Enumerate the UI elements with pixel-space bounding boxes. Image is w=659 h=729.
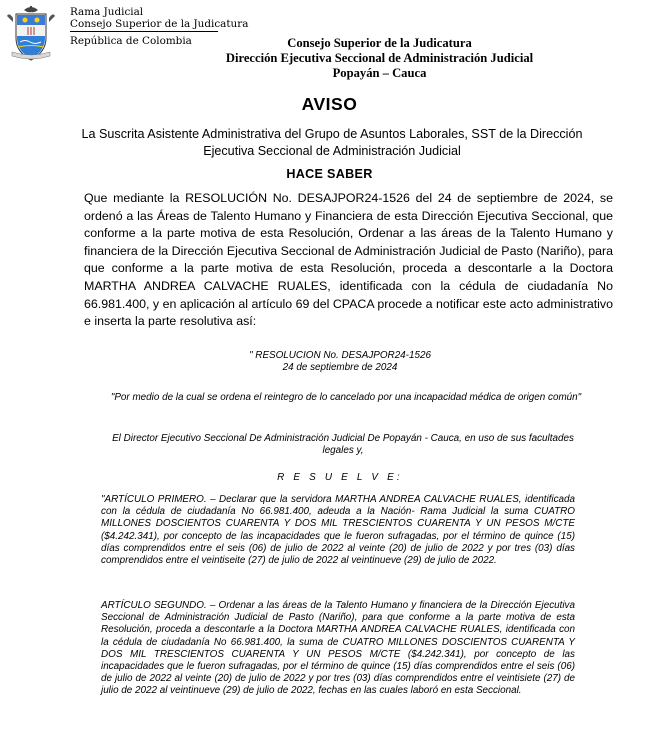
header-title-line-1: Consejo Superior de la Judicatura xyxy=(287,36,472,50)
header-title-block xyxy=(0,36,659,81)
logo-line-consejo: Consejo Superior de la Judicatura xyxy=(70,18,249,30)
header-title-line-3: Popayán – Cauca xyxy=(332,66,427,80)
resolution-number: " RESOLUCION No. DESAJPOR24-1526 xyxy=(249,350,431,361)
hace-saber-heading: HACE SABER xyxy=(286,167,373,181)
notice-intro: La Suscrita Asistente Administrativa del Grupo de Asuntos Laborales, SST de la Dirección Ejecutiva Seccional de Administración Judicial xyxy=(81,127,583,158)
article-first: "ARTÍCULO PRIMERO. – Declarar que la servidora MARTHA ANDREA CALVACHE RUALES, identificada con la cédula de ciudadanía No 66.981.400, adeuda a la Nación- Rama Judicial la suma CUATRO MILLONES DOSCIENTOS CUARENTA Y DOS MIL TRESCIENTOS CUARENTA Y UN PESOS M/CTE ($4.242.341), por concepto de las incapacidades que le fueron sufragadas, por el término de quince (15) días comprendidos entre el seis (06) de julio de 2022 al veinte (20) de julio de 2022 y por tres (03) días comprendidos entre el veintiseite (27) de julio de 2022 al veintinueve (29) de julio de 2022. xyxy=(101,494,575,567)
resolution-date: 24 de septiembre de 2024 xyxy=(282,362,398,374)
resolution-preamble: El Director Ejecutivo Seccional De Administración Judicial De Popayán - Cauca, en uso de sus facultades legales y, xyxy=(112,433,574,457)
document-header xyxy=(0,0,659,100)
logo-divider xyxy=(70,31,218,32)
article-second: ARTÍCULO SEGUNDO. – Ordenar a las áreas de la Talento Humano y financiera de la Dirección Ejecutiva Seccional de Administración Judicial de Pasto (Nariño), para que conforme a la parte motiva de esta Resolución, proceda a descontarle a la Doctora MARTHA ANDREA CALVACHE RUALES, identificada con la cédula de ciudadanía No 66.981.400, la suma de CUATRO MILLONES DOSCIENTOS CUARENTA Y DOS MIL TRESCIENTOS CUARENTA Y UN PESOS M/CTE ($4.242.341), por concepto de las incapacidades que le fueron sufragadas, por el término de quince (15) días comprendidos entre el seis (06) de julio de 2022 al veinte (20) de julio de 2022 y por tres (03) días comprendidos entre el veintisiete (27) de julio de 2022 al veintinueve (29) de julio de 2022, fechas en las cuales laboró en esta Seccional. xyxy=(101,600,575,697)
resolution-heading xyxy=(0,350,659,374)
notice-body-paragraph: Que mediante la RESOLUCIÓN No. DESAJPOR24-1526 del 24 de septiembre de 2024, se ordenó a las Áreas de Talento Humano y Financiera de esta Dirección Ejecutiva Seccional, que conforme a la parte motiva de esta Resolución, Ordenar a las áreas de la Talento Humano y financiera de la Dirección Ejecutiva Seccional de Administración Judicial de Pasto (Nariño), para que conforme a la parte motiva de esta Resolución, proceda a descontarle a la Doctora MARTHA ANDREA CALVACHE RUALES, identificada con la cédula de ciudadanía No 66.981.400, y en aplicación al artículo 69 del CPACA procede a notificar este acto administrativo e inserta la parte resolutiva así: xyxy=(84,191,613,329)
notice-title: AVISO xyxy=(301,94,358,114)
resolution-purpose: "Por medio de la cual se ordena el reintegro de lo cancelado por una incapacidad médica de origen común" xyxy=(110,392,582,403)
logo-line-rama-judicial: Rama Judicial xyxy=(70,6,144,18)
resuelve-heading: R E S U E L V E: xyxy=(277,472,403,483)
header-title-line-2: Dirección Ejecutiva Seccional de Administración Judicial xyxy=(225,51,534,65)
logo-line-republica: República de Colombia xyxy=(70,35,192,47)
